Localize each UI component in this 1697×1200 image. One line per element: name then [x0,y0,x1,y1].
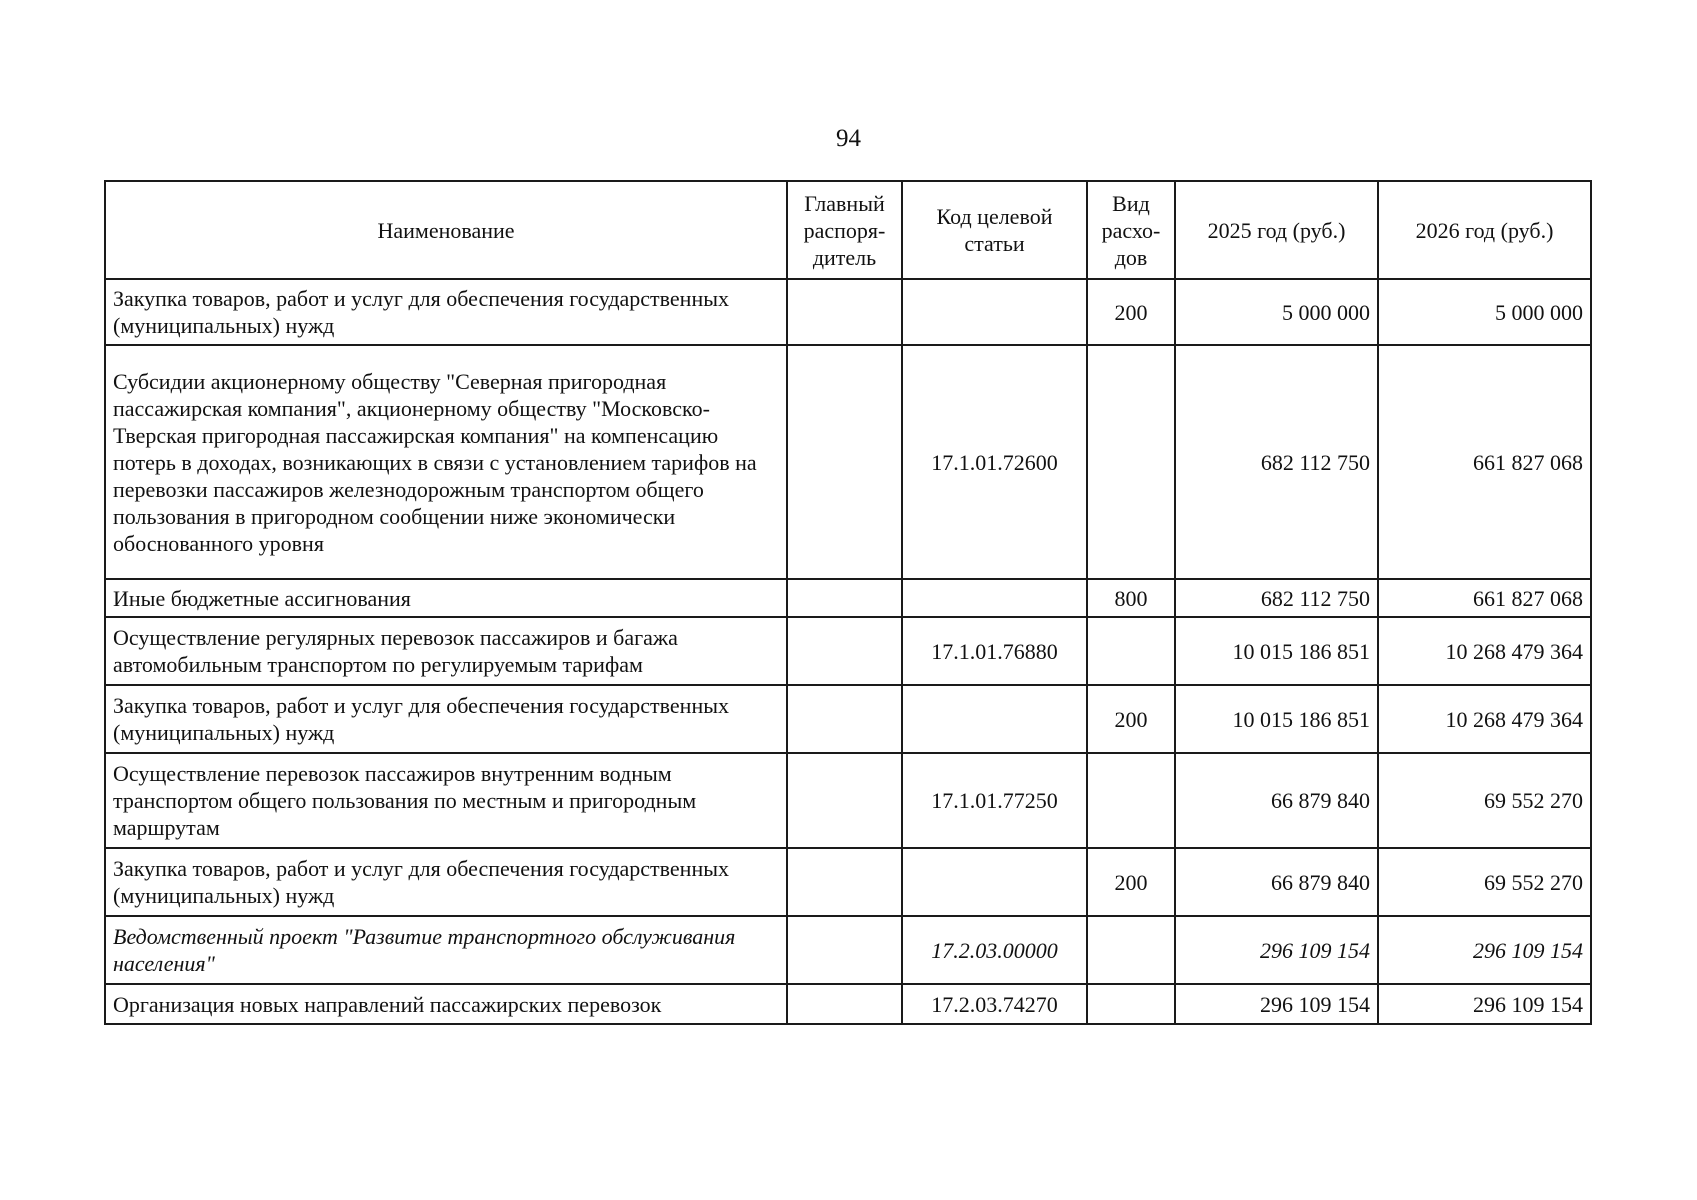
cell-2026: 69 552 270 [1378,848,1591,916]
cell-2025: 10 015 186 851 [1175,617,1378,685]
cell-manager [787,984,902,1024]
cell-2025: 10 015 186 851 [1175,685,1378,753]
cell-2026: 5 000 000 [1378,279,1591,345]
cell-type [1087,617,1175,685]
cell-name: Иные бюджетные ассигнования [105,579,787,617]
cell-code [902,279,1087,345]
cell-2026: 661 827 068 [1378,579,1591,617]
header-2026: 2026 год (руб.) [1378,181,1591,279]
cell-2025: 682 112 750 [1175,579,1378,617]
cell-2026: 10 268 479 364 [1378,685,1591,753]
cell-type: 800 [1087,579,1175,617]
cell-manager [787,579,902,617]
cell-type: 200 [1087,848,1175,916]
budget-table [104,180,1592,1025]
cell-code [902,579,1087,617]
table-row [105,685,1591,753]
cell-manager [787,617,902,685]
cell-name: Осуществление регулярных перевозок пассажиров и багажа автомобильным транспортом по регулируемым тарифам [105,617,787,685]
cell-2025: 296 109 154 [1175,916,1378,984]
table-row [105,579,1591,617]
table-row [105,916,1591,984]
cell-code [902,685,1087,753]
cell-2025: 682 112 750 [1175,345,1378,579]
cell-2025: 296 109 154 [1175,984,1378,1024]
cell-code: 17.1.01.77250 [902,753,1087,848]
header-name: Наименование [105,181,787,279]
cell-manager [787,848,902,916]
table-row [105,984,1591,1024]
cell-manager [787,345,902,579]
header-2025: 2025 год (руб.) [1175,181,1378,279]
cell-2026: 661 827 068 [1378,345,1591,579]
cell-type [1087,916,1175,984]
cell-2026: 69 552 270 [1378,753,1591,848]
cell-manager [787,685,902,753]
cell-name: Закупка товаров, работ и услуг для обеспечения государственных (муниципальных) нужд [105,848,787,916]
cell-code: 17.1.01.76880 [902,617,1087,685]
cell-2026: 10 268 479 364 [1378,617,1591,685]
cell-manager [787,753,902,848]
page-number: 94 [836,125,861,152]
cell-code: 17.2.03.74270 [902,984,1087,1024]
cell-manager [787,916,902,984]
cell-2025: 5 000 000 [1175,279,1378,345]
header-type: Вид расхо-дов [1087,181,1175,279]
cell-code [902,848,1087,916]
header-code: Код целевой статьи [902,181,1087,279]
header-row [105,181,1591,279]
cell-name: Организация новых направлений пассажирских перевозок [105,984,787,1024]
cell-name: Субсидии акционерному обществу "Северная пригородная пассажирская компания", акционерному обществу "Московско-Тверская пригородная пассажирская компания" на компенсацию потерь в доходах, возникающих в связи с установлением тарифов на перевозки пассажиров железнодорожным транспортом общего пользования в пригородном сообщении ниже экономически обоснованного уровня [105,345,787,579]
cell-type [1087,753,1175,848]
cell-name: Закупка товаров, работ и услуг для обеспечения государственных (муниципальных) нужд [105,685,787,753]
table-row [105,279,1591,345]
cell-name: Закупка товаров, работ и услуг для обеспечения государственных (муниципальных) нужд [105,279,787,345]
header-manager: Главный распоря-дитель [787,181,902,279]
cell-2026: 296 109 154 [1378,916,1591,984]
cell-2025: 66 879 840 [1175,753,1378,848]
cell-2026: 296 109 154 [1378,984,1591,1024]
cell-code: 17.1.01.72600 [902,345,1087,579]
cell-type: 200 [1087,685,1175,753]
table-row [105,848,1591,916]
cell-code: 17.2.03.00000 [902,916,1087,984]
cell-manager [787,279,902,345]
table-row [105,753,1591,848]
cell-type [1087,345,1175,579]
table-row [105,617,1591,685]
cell-type: 200 [1087,279,1175,345]
cell-name: Осуществление перевозок пассажиров внутренним водным транспортом общего пользования по местным и пригородным маршрутам [105,753,787,848]
table-row [105,345,1591,579]
cell-2025: 66 879 840 [1175,848,1378,916]
cell-type [1087,984,1175,1024]
cell-name: Ведомственный проект "Развитие транспортного обслуживания населения" [105,916,787,984]
